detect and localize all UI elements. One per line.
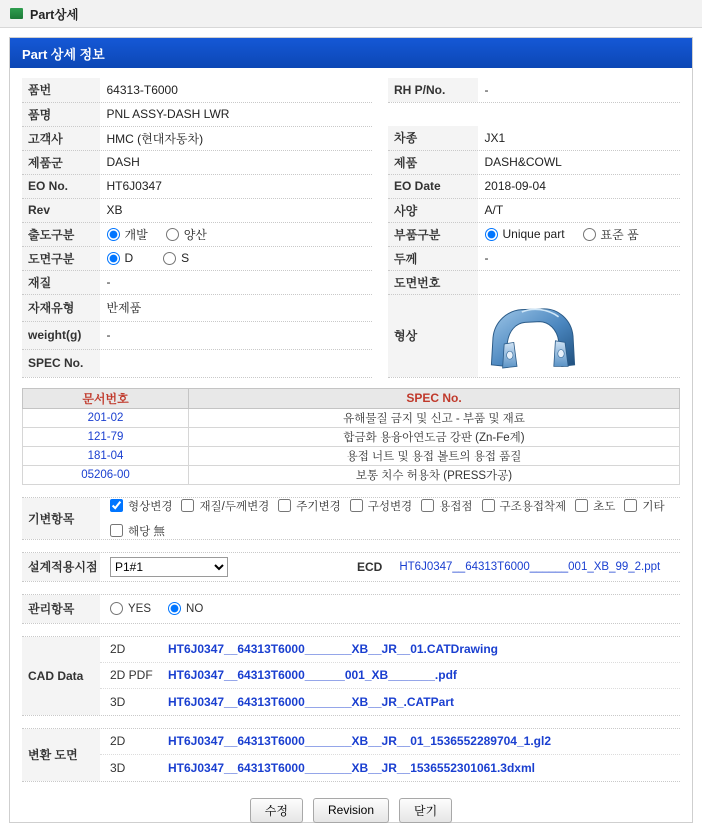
manage-item-label-no: NO xyxy=(186,602,204,615)
spec-label: 사양 xyxy=(388,198,478,222)
change-item-checkbox-etc[interactable] xyxy=(624,499,637,512)
change-item-label: 기타 xyxy=(642,500,665,513)
spacer xyxy=(372,322,388,350)
spec-no-label: SPEC No. xyxy=(22,349,100,377)
change-item-checkbox-composition[interactable] xyxy=(350,499,363,512)
change-item-checkbox-first[interactable] xyxy=(575,499,588,512)
converted-row-type: 2D xyxy=(110,734,126,748)
button-bar xyxy=(22,798,680,823)
spec-doc-no[interactable]: 05206-00 xyxy=(23,465,189,484)
drawing-type-radios[interactable] xyxy=(100,246,372,270)
issue-type-label-mass: 양산 xyxy=(183,227,207,242)
car-type-value: JX1 xyxy=(478,126,680,150)
change-item-checkbox-weldpoint[interactable] xyxy=(421,499,434,512)
manage-item-radio-no[interactable] xyxy=(168,602,181,615)
spacer xyxy=(372,174,388,198)
list-item xyxy=(100,689,680,715)
list-item xyxy=(100,663,680,689)
cad-row-type: 3D xyxy=(110,694,126,709)
spec-table xyxy=(22,388,680,485)
change-item-checkbox-material[interactable] xyxy=(181,499,194,512)
drawing-type-label-d: D xyxy=(124,251,134,265)
rh-pno-value: - xyxy=(478,78,680,102)
drawing-type-option-s[interactable] xyxy=(163,251,189,265)
spec-description: 보통 치수 허용차 (PRESS가공) xyxy=(189,465,680,484)
manage-items-label: 관리항목 xyxy=(22,595,100,623)
issue-type-label-dev: 개발 xyxy=(124,227,148,242)
change-item-label: 해당 無 xyxy=(128,525,165,538)
issue-type-radios[interactable] xyxy=(100,222,372,246)
change-item-checkbox-shape[interactable] xyxy=(110,499,123,512)
issue-type-option-mass[interactable] xyxy=(166,226,207,243)
drawing-type-radio-d[interactable] xyxy=(107,252,120,265)
list-item xyxy=(100,755,680,781)
part-name-label: 품명 xyxy=(22,102,100,126)
converted-row-type: 3D xyxy=(110,760,126,775)
product-group-label: 제품군 xyxy=(22,150,100,174)
change-item-weldpoint[interactable] xyxy=(421,498,472,514)
change-items-label: 기변항목 xyxy=(22,498,100,539)
empty-cell xyxy=(388,102,478,126)
manage-items-body xyxy=(100,595,680,623)
design-apply-label: 설계적용시점 xyxy=(22,553,100,581)
thickness-value: - xyxy=(478,246,680,270)
manage-item-radio-yes[interactable] xyxy=(110,602,123,615)
cad-data-section xyxy=(22,636,680,716)
change-item-label: 형상변경 xyxy=(128,500,173,513)
table-row xyxy=(22,246,680,270)
drawing-type-radio-s[interactable] xyxy=(163,252,176,265)
change-items-section xyxy=(22,497,680,540)
spacer xyxy=(372,78,388,102)
product-value: DASH&COWL xyxy=(478,150,680,174)
change-item-checkbox-adhesive[interactable] xyxy=(482,499,495,512)
table-row xyxy=(23,465,680,484)
close-button[interactable]: 닫기 xyxy=(399,798,452,823)
spec-table-wrapper xyxy=(22,388,680,485)
spacer xyxy=(372,222,388,246)
manage-item-option-yes[interactable] xyxy=(110,602,151,615)
drawing-no-label: 도면번호 xyxy=(388,270,478,294)
ecd-file-link[interactable]: HT6J0347__64313T6000______001_XB_99_2.ppt xyxy=(399,560,661,573)
rev-value[interactable]: XB xyxy=(100,198,372,222)
cad-data-label: CAD Data xyxy=(22,637,100,715)
part-type-label-standard: 표준 품 xyxy=(600,227,639,242)
spacer xyxy=(372,294,388,322)
part-type-radios[interactable] xyxy=(478,222,680,246)
drawing-no-value xyxy=(478,270,680,294)
change-item-label: 초도 xyxy=(593,500,616,513)
drawing-type-option-d[interactable] xyxy=(107,251,134,265)
spacer xyxy=(372,150,388,174)
window-icon xyxy=(10,8,23,19)
weight-label: weight(g) xyxy=(22,322,100,350)
converted-file-link[interactable]: HT6J0347__64313T6000_______XB__JR__01_1536552289704_1.gl2 xyxy=(168,734,552,748)
table-row xyxy=(23,408,680,427)
converted-drawing-section xyxy=(22,728,680,782)
part-no-label: 품번 xyxy=(22,78,100,102)
table-row xyxy=(22,174,680,198)
material-kind-value: 반제품 xyxy=(100,294,372,322)
change-item-checkbox-cycle[interactable] xyxy=(278,499,291,512)
thickness-label: 두께 xyxy=(388,246,478,270)
cad-row-type: 2D xyxy=(110,642,126,656)
issue-type-label: 출도구분 xyxy=(22,222,100,246)
cad-file-link[interactable]: HT6J0347__64313T6000_______XB__JR__01.CATDrawing xyxy=(168,642,498,656)
edit-button[interactable]: 수정 xyxy=(250,798,303,823)
part-shape-image xyxy=(485,297,581,375)
design-apply-body xyxy=(100,553,680,581)
change-item-etc[interactable] xyxy=(624,498,664,514)
product-group-value: DASH xyxy=(100,150,372,174)
shape-image-cell xyxy=(478,294,680,377)
customer-label: 고객사 xyxy=(22,126,100,150)
page-frame xyxy=(9,37,693,823)
change-items-body xyxy=(100,498,680,539)
change-item-first[interactable] xyxy=(575,498,615,514)
table-row xyxy=(22,102,680,126)
change-item-label: 용접점 xyxy=(439,500,473,513)
issue-type-option-dev[interactable] xyxy=(107,226,148,243)
design-apply-section xyxy=(22,552,680,582)
table-row xyxy=(22,294,680,322)
spacer xyxy=(372,102,388,126)
part-no-value: 64313-T6000 xyxy=(100,78,372,102)
spec-doc-no[interactable]: 181-04 xyxy=(23,446,189,465)
customer-value: HMC (현대자동차) xyxy=(100,126,372,150)
table-row xyxy=(23,427,680,446)
weight-value: - xyxy=(100,322,372,350)
change-item-label: 주기변경 xyxy=(296,500,341,513)
spec-doc-no[interactable]: 201-02 xyxy=(23,408,189,427)
manage-items-section xyxy=(22,594,680,624)
change-item-shape[interactable] xyxy=(110,498,172,514)
car-type-label: 차종 xyxy=(388,126,478,150)
product-label: 제품 xyxy=(388,150,478,174)
spec-no-value xyxy=(100,349,372,377)
change-item-adhesive[interactable] xyxy=(482,498,567,514)
page-title: Part 상세 정보 xyxy=(10,38,692,68)
table-row xyxy=(22,270,680,294)
change-item-label: 재질/두께변경 xyxy=(199,500,270,513)
cad-file-link[interactable]: HT6J0347__64313T6000______001_XB_______.pdf xyxy=(168,668,457,682)
spec-value: A/T xyxy=(478,198,680,222)
change-item-label: 구성변경 xyxy=(367,500,413,513)
converted-file-link[interactable]: HT6J0347__64313T6000_______XB__JR__1536552301061.3dxml xyxy=(168,760,535,775)
table-row xyxy=(22,78,680,102)
spec-description: 유해물질 금지 및 신고 - 부품 및 재료 xyxy=(189,408,680,427)
change-item-label: 구조용접착제 xyxy=(499,500,567,513)
list-item xyxy=(100,637,680,663)
part-type-radio-standard[interactable] xyxy=(583,228,596,241)
part-name-value: PNL ASSY-DASH LWR xyxy=(100,102,372,126)
spacer xyxy=(372,246,388,270)
table-row xyxy=(22,222,680,246)
issue-type-radio-dev[interactable] xyxy=(107,228,120,241)
shape-label: 형상 xyxy=(388,294,478,377)
spacer xyxy=(372,349,388,377)
eo-no-label: EO No. xyxy=(22,174,100,198)
manage-item-label-yes: YES xyxy=(128,602,152,615)
part-type-option-standard[interactable] xyxy=(583,226,639,243)
part-type-label: 부품구분 xyxy=(388,222,478,246)
change-item-checkbox-none[interactable] xyxy=(110,524,123,537)
converted-drawing-rows xyxy=(100,729,680,781)
spec-col-specno: SPEC No. xyxy=(189,388,680,408)
cad-file-link[interactable]: HT6J0347__64313T6000_______XB__JR_.CATPart xyxy=(168,694,454,709)
empty-cell xyxy=(478,102,680,126)
spacer xyxy=(372,126,388,150)
table-header-row xyxy=(23,388,680,408)
change-item-cycle[interactable] xyxy=(278,498,340,514)
spec-doc-no[interactable]: 121-79 xyxy=(23,427,189,446)
table-row xyxy=(23,446,680,465)
converted-drawing-label: 변환 도면 xyxy=(22,729,100,781)
rh-pno-label: RH P/No. xyxy=(388,78,478,102)
table-row xyxy=(22,198,680,222)
spacer xyxy=(372,198,388,222)
change-item-composition[interactable] xyxy=(350,498,412,514)
part-type-label-unique: Unique part xyxy=(502,227,565,241)
material-kind-label: 자재유형 xyxy=(22,294,100,322)
spacer xyxy=(372,270,388,294)
eo-date-value: 2018-09-04 xyxy=(478,174,680,198)
window-title: Part상세 xyxy=(30,7,79,22)
change-item-material[interactable] xyxy=(181,498,269,514)
manage-item-option-no[interactable] xyxy=(168,602,203,615)
rev-label: Rev xyxy=(22,198,100,222)
spec-col-docno: 문서번호 xyxy=(23,388,189,408)
spec-description: 합금화 용융아연도금 강판 (Zn-Fe계) xyxy=(189,427,680,446)
design-apply-select[interactable] xyxy=(110,557,228,577)
eo-no-value[interactable]: HT6J0347 xyxy=(100,174,372,198)
change-item-none[interactable] xyxy=(110,523,165,539)
table-row xyxy=(22,150,680,174)
window-titlebar xyxy=(0,0,702,28)
material-label: 재질 xyxy=(22,270,100,294)
part-type-option-unique[interactable] xyxy=(485,227,565,241)
ecd-label: ECD xyxy=(357,559,383,574)
issue-type-radio-mass[interactable] xyxy=(166,228,179,241)
cad-data-rows xyxy=(100,637,680,715)
drawing-type-label: 도면구분 xyxy=(22,246,100,270)
part-type-radio-unique[interactable] xyxy=(485,228,498,241)
table-row xyxy=(22,126,680,150)
drawing-type-label-s: S xyxy=(181,251,190,265)
revision-button[interactable]: Revision xyxy=(313,798,389,823)
material-value: - xyxy=(100,270,372,294)
eo-date-label: EO Date xyxy=(388,174,478,198)
spec-description: 용접 너트 및 용접 볼트의 용접 품질 xyxy=(189,446,680,465)
cad-row-type: 2D PDF xyxy=(110,668,153,682)
list-item xyxy=(100,729,680,755)
page-content xyxy=(10,68,692,823)
part-info-table xyxy=(22,78,680,378)
